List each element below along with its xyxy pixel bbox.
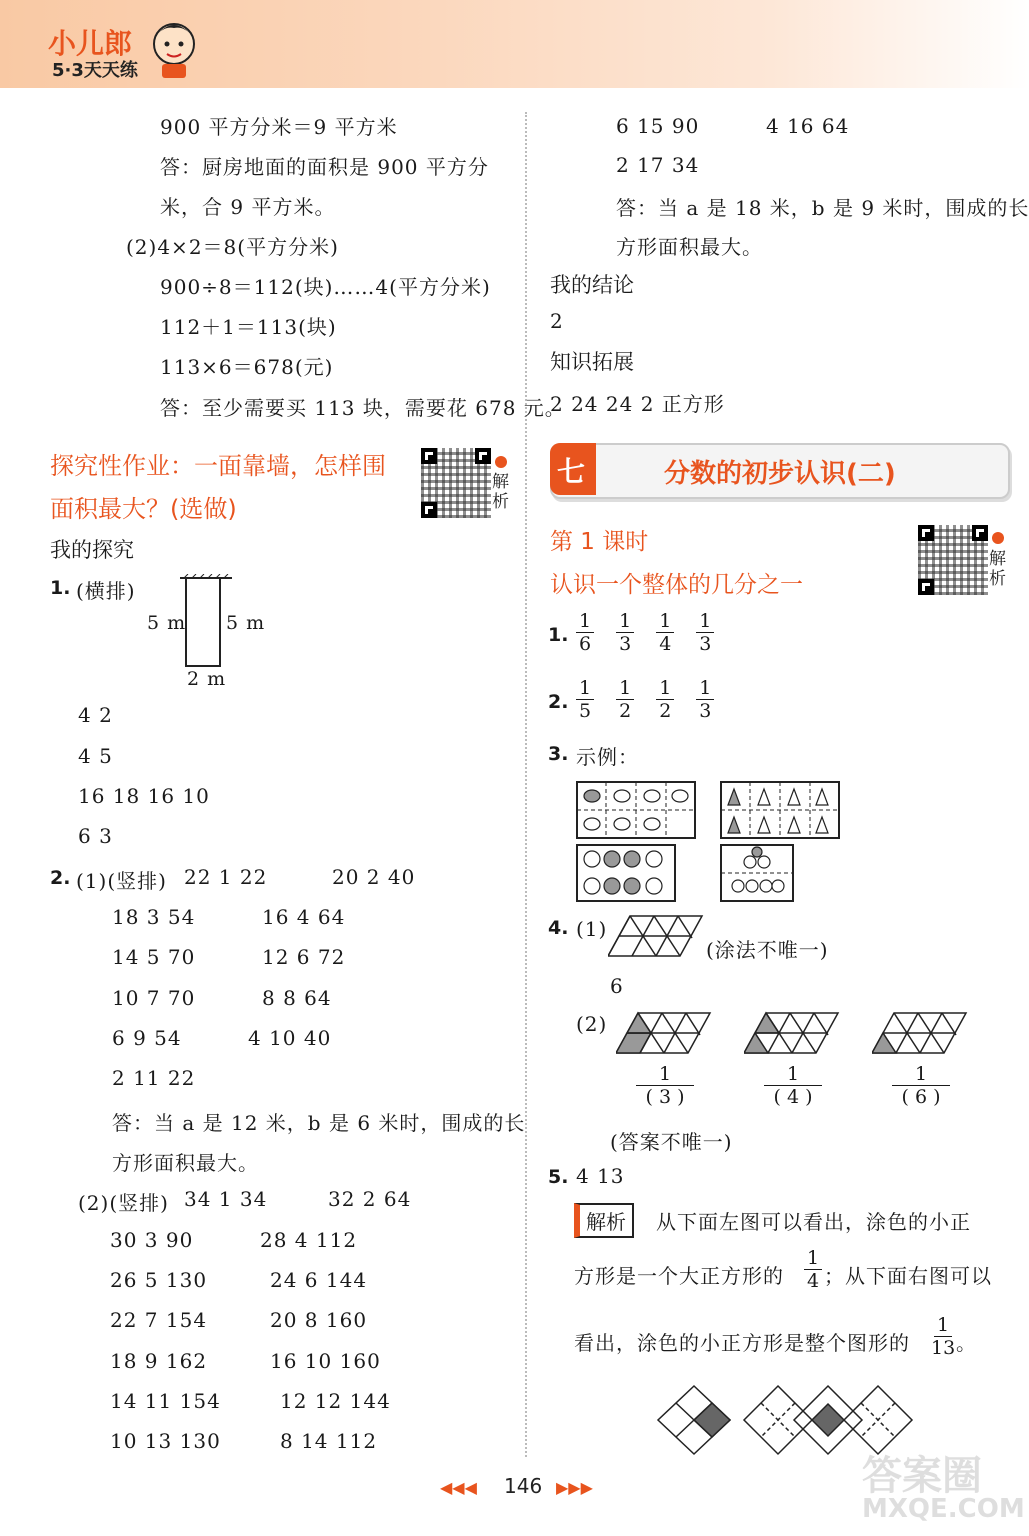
extend-value: 2 24 24 2 正方形 bbox=[550, 392, 725, 416]
q2a-row-2-right: 16 4 64 bbox=[262, 905, 346, 929]
q2b-row-1-right: 32 2 64 bbox=[328, 1187, 412, 1211]
logo-main: 小儿郎 bbox=[48, 27, 133, 60]
inquiry-title-line2: 面积最大？(选做) bbox=[50, 495, 237, 523]
figure-left-label: 5 m bbox=[147, 612, 187, 634]
unit-number: 七 bbox=[557, 455, 586, 488]
triangle-grid-shaded-b bbox=[744, 1011, 840, 1055]
fraction: $\frac{1}{5}$ bbox=[576, 677, 594, 722]
right-q3-label: 示例： bbox=[576, 745, 639, 769]
q4-fraction-b: $\frac{1}{( 4 )}$ bbox=[764, 1063, 822, 1108]
q1-row-4: 6 3 bbox=[78, 824, 113, 848]
fraction: $\frac{1}{6}$ bbox=[576, 610, 594, 655]
column-divider bbox=[525, 112, 527, 1457]
right-cont-row-1-left: 6 15 90 bbox=[616, 114, 700, 138]
right-q3-number: 3. bbox=[548, 743, 569, 765]
q2a-row-6-left: 2 11 22 bbox=[112, 1066, 196, 1090]
qr-code-right[interactable] bbox=[918, 525, 994, 595]
q1-number: 1. bbox=[50, 577, 71, 599]
right-q4-note2: (答案不唯一) bbox=[610, 1130, 733, 1154]
my-explore-heading: 我的探究 bbox=[50, 538, 134, 562]
extend-heading: 知识拓展 bbox=[550, 350, 634, 374]
q4-fraction-a: $\frac{1}{( 3 )}$ bbox=[636, 1063, 694, 1108]
left-line-2: 答：厨房地面的面积是 900 平方分 bbox=[160, 155, 489, 179]
q2-label: (1)(竖排) bbox=[76, 869, 167, 893]
triangle-grid-figure bbox=[608, 914, 704, 958]
q2a-row-2-left: 18 3 54 bbox=[112, 905, 196, 929]
q4-fraction-c: $\frac{1}{( 6 )}$ bbox=[892, 1063, 950, 1108]
apple-box-figure bbox=[720, 844, 794, 902]
q2a-row-5-right: 4 10 40 bbox=[248, 1026, 332, 1050]
jiexi-line3b: 。 bbox=[956, 1331, 977, 1355]
right-cont-row-2-left: 2 17 34 bbox=[616, 153, 700, 177]
q2b-label: (2)(竖排) bbox=[78, 1191, 169, 1215]
fraction: $\frac{1}{2}$ bbox=[656, 677, 674, 722]
right-q2-fractions bbox=[576, 677, 714, 722]
figure-right-label: 5 m bbox=[226, 612, 266, 634]
q2b-row-5-left: 18 9 162 bbox=[110, 1349, 208, 1373]
q2b-row-7-left: 10 13 130 bbox=[110, 1429, 221, 1453]
right-cont-answer-line1: 答：当 a 是 18 米，b 是 9 米时，围成的长 bbox=[616, 196, 1029, 220]
left-line-8: 答：至少需要买 113 块，需要花 678 元。 bbox=[160, 396, 566, 420]
q2a-row-4-right: 8 8 64 bbox=[262, 986, 332, 1010]
right-q4-part2: (2) bbox=[576, 1012, 608, 1036]
right-q1-number: 1. bbox=[548, 624, 569, 646]
figure-bottom-label: 2 m bbox=[187, 668, 227, 690]
right-q5-value: 4 13 bbox=[576, 1164, 625, 1188]
right-q2-number: 2. bbox=[548, 691, 569, 713]
jiexi-line2b: ；从下面右图可以 bbox=[824, 1264, 992, 1288]
triangle-grid-shaded-a bbox=[616, 1011, 712, 1055]
right-cont-row-1-right: 4 16 64 bbox=[766, 114, 850, 138]
qr-label-left: 解析 bbox=[492, 472, 509, 512]
left-line-4: (2)4×2＝8(平方分米) bbox=[126, 235, 339, 259]
q2b-row-6-left: 14 11 154 bbox=[110, 1389, 221, 1413]
fraction: $\frac{1}{2}$ bbox=[616, 677, 634, 722]
q2-number: 2. bbox=[50, 867, 71, 889]
jiexi-line1: 从下面左图可以看出，涂色的小正 bbox=[656, 1210, 971, 1234]
jiexi-line2a: 方形是一个大正方形的 bbox=[574, 1264, 784, 1288]
inquiry-title-line1: 探究性作业：一面靠墙，怎样围 bbox=[50, 452, 386, 480]
q2a-row-3-left: 14 5 70 bbox=[112, 945, 196, 969]
q2a-row-4-left: 10 7 70 bbox=[112, 986, 196, 1010]
logo-sub: 5·3天天练 bbox=[52, 60, 138, 81]
right-q1-fractions bbox=[576, 610, 714, 655]
q2b-row-4-left: 22 7 154 bbox=[110, 1308, 208, 1332]
candy-box-figure bbox=[576, 781, 696, 839]
q2b-row-4-right: 20 8 160 bbox=[270, 1308, 368, 1332]
right-q5-number: 5. bbox=[548, 1166, 569, 1188]
jiexi-fraction-1: $\frac{1}{4}$ bbox=[804, 1247, 822, 1292]
left-line-5: 900÷8＝112(块)……4(平方分米) bbox=[160, 275, 491, 299]
right-q4-value: 6 bbox=[610, 974, 624, 998]
play-icon bbox=[992, 532, 1004, 544]
q2b-row-2-right: 28 4 112 bbox=[260, 1228, 358, 1252]
jiexi-fraction-2: $\frac{1}{13}$ bbox=[931, 1314, 956, 1359]
q2a-row-3-right: 12 6 72 bbox=[262, 945, 346, 969]
fraction: $\frac{1}{3}$ bbox=[696, 610, 714, 655]
play-icon bbox=[495, 456, 507, 468]
strawberry-box-figure bbox=[576, 844, 676, 902]
prev-arrows-icon: ◀◀◀ bbox=[440, 1478, 477, 1497]
q1-row-2: 4 5 bbox=[78, 744, 113, 768]
q2a-row-1-right: 20 2 40 bbox=[332, 865, 416, 889]
q2a-row-5-left: 6 9 54 bbox=[112, 1026, 182, 1050]
next-arrows-icon: ▶▶▶ bbox=[556, 1478, 593, 1497]
q2b-row-2-left: 30 3 90 bbox=[110, 1228, 194, 1252]
q1-row-3: 16 18 16 10 bbox=[78, 784, 210, 808]
triangle-grid-shaded-c bbox=[872, 1011, 968, 1055]
q1-label: (横排) bbox=[76, 579, 136, 603]
watermark-logo: 答案圈 bbox=[862, 1453, 982, 1499]
q2a-answer-line1: 答：当 a 是 12 米，b 是 6 米时，围成的长 bbox=[112, 1111, 526, 1135]
unit-title: 分数的初步认识(二) bbox=[664, 459, 896, 489]
mascot-icon bbox=[148, 14, 200, 80]
watermark-url: MXQE.COM bbox=[862, 1494, 1025, 1524]
bag-box-figure bbox=[720, 781, 840, 839]
jiexi-line3a: 看出，涂色的小正方形是整个图形的 bbox=[574, 1331, 910, 1355]
jiexi-tag: 解析 bbox=[574, 1203, 634, 1238]
fraction: $\frac{1}{4}$ bbox=[656, 610, 674, 655]
left-line-6: 112＋1＝113(块) bbox=[160, 315, 337, 339]
q1-row-1: 4 2 bbox=[78, 703, 113, 727]
fraction: $\frac{1}{3}$ bbox=[616, 610, 634, 655]
fraction: $\frac{1}{3}$ bbox=[696, 677, 714, 722]
page-header bbox=[0, 0, 1029, 88]
q2b-row-6-right: 12 12 144 bbox=[280, 1389, 391, 1413]
right-q4-number: 4. bbox=[548, 917, 569, 939]
lesson-title: 认识一个整体的几分之一 bbox=[550, 572, 803, 598]
q2b-row-5-right: 16 10 160 bbox=[270, 1349, 381, 1373]
q2b-row-3-right: 24 6 144 bbox=[270, 1268, 368, 1292]
right-cont-answer-line2: 方形面积最大。 bbox=[616, 235, 763, 259]
left-line-1: 900 平方分米＝9 平方米 bbox=[160, 115, 398, 139]
conclusion-heading: 我的结论 bbox=[550, 273, 634, 297]
q2b-row-1-left: 34 1 34 bbox=[184, 1187, 268, 1211]
q2b-row-3-left: 26 5 130 bbox=[110, 1268, 208, 1292]
q2a-answer-line2: 方形面积最大。 bbox=[112, 1151, 259, 1175]
q2b-row-7-right: 8 14 112 bbox=[280, 1429, 378, 1453]
right-q4-part1: (1) bbox=[576, 917, 608, 941]
page-number: 146 bbox=[504, 1474, 543, 1498]
left-line-3: 米，合 9 平方米。 bbox=[160, 195, 336, 219]
left-line-7: 113×6＝678(元) bbox=[160, 355, 334, 379]
right-q4-note: (涂法不唯一) bbox=[706, 938, 829, 962]
conclusion-value: 2 bbox=[550, 309, 564, 333]
qr-code-left[interactable] bbox=[421, 448, 497, 518]
q2a-row-1-left: 22 1 22 bbox=[184, 865, 268, 889]
lesson-number: 第 1 课时 bbox=[550, 529, 649, 555]
qr-label-right: 解析 bbox=[989, 549, 1006, 589]
diamond-square-figure bbox=[656, 1384, 732, 1456]
